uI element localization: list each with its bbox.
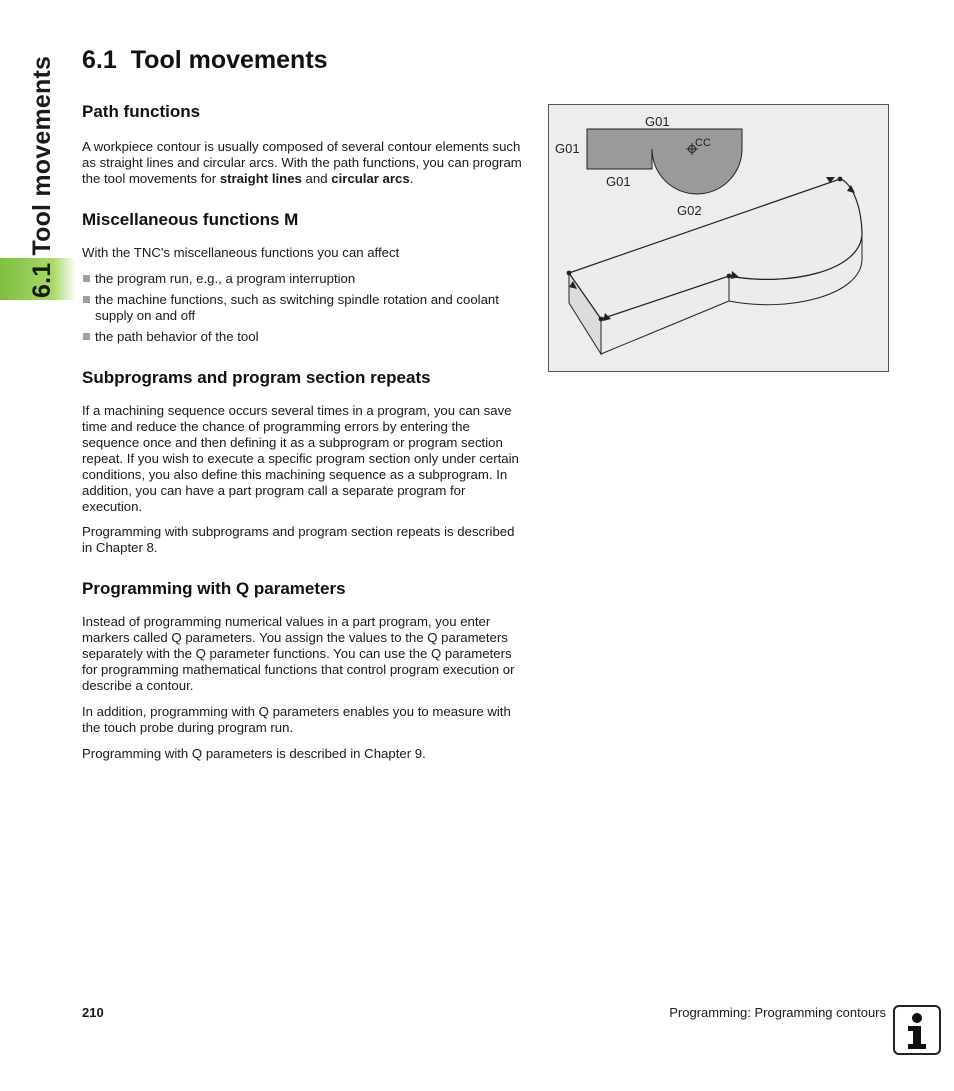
section-heading: Miscellaneous functions M bbox=[82, 210, 299, 229]
list-item bbox=[82, 292, 527, 324]
list-item-text: the program run, e.g., a program interruption bbox=[95, 271, 356, 286]
text-run: A workpiece contour is usually composed of several contour elements such as straight lines and circular arcs. With the path functions, you can program the tool movements for bbox=[82, 139, 522, 186]
chapter-side-tab bbox=[0, 0, 76, 1091]
list-item-text: the machine functions, such as switching spindle rotation and coolant supply on and off bbox=[95, 292, 499, 323]
label-g02: G02 bbox=[677, 203, 702, 218]
bold-text: circular arcs bbox=[331, 171, 410, 186]
contour-figure bbox=[548, 104, 889, 372]
label-cc: CC bbox=[695, 137, 711, 149]
bullet-square-icon bbox=[83, 275, 90, 282]
bullet-square-icon bbox=[83, 333, 90, 340]
section-subprograms bbox=[82, 368, 527, 556]
section-number: 6.1 bbox=[82, 46, 117, 74]
label-g01-left: G01 bbox=[555, 141, 580, 156]
section-title: Tool movements bbox=[130, 46, 328, 74]
text-run: and bbox=[301, 171, 332, 186]
path-point-icon bbox=[838, 177, 843, 182]
label-g01-bottom: G01 bbox=[606, 174, 631, 189]
section-misc-functions bbox=[82, 210, 527, 350]
info-glyph bbox=[895, 1007, 939, 1053]
section-heading: Path functions bbox=[82, 102, 201, 121]
section-heading: Subprograms and program section repeats bbox=[82, 368, 431, 387]
path-point-icon bbox=[599, 317, 604, 322]
info-icon bbox=[893, 1005, 941, 1055]
list-item bbox=[82, 271, 527, 287]
section-path-functions bbox=[82, 102, 527, 187]
label-g01-top: G01 bbox=[645, 114, 670, 129]
paragraph: Programming with subprograms and program section repeats is described in Chapter 8. bbox=[82, 524, 515, 555]
chapter-tab-label: 6.1 Tool movements bbox=[28, 55, 56, 298]
contour-diagram bbox=[549, 105, 888, 371]
section-heading: Programming with Q parameters bbox=[82, 579, 346, 598]
paragraph: Instead of programming numerical values in a part program, you enter markers called Q parameters. You assign the values to the Q parameters separately with the Q parameter functions. You can use the Q parameters for programming mathematical functions that control program execution or describe a contour. bbox=[82, 614, 515, 693]
path-point-icon bbox=[727, 274, 732, 279]
paragraph: With the TNC's miscellaneous functions you can affect bbox=[82, 245, 400, 260]
list-item bbox=[82, 329, 527, 345]
page-number: 210 bbox=[82, 1005, 104, 1020]
bullet-list bbox=[82, 271, 527, 345]
bullet-square-icon bbox=[83, 296, 90, 303]
bold-text: straight lines bbox=[219, 171, 302, 186]
paragraph: If a machining sequence occurs several times in a program, you can save time and reduce the chance of programming errors by entering the sequence once and then defining it as a subprogram or program section repeat. If you wish to execute a specific program section only under certain conditions, you also define this machining sequence as a subprogram. In addition, you can have a part program call a separate program for execution. bbox=[82, 403, 519, 514]
page-title bbox=[82, 46, 328, 75]
list-item-text: the path behavior of the tool bbox=[95, 329, 259, 344]
paragraph bbox=[82, 139, 527, 187]
footer-chapter-title: Programming: Programming contours bbox=[669, 1005, 886, 1020]
text-run: . bbox=[409, 171, 414, 186]
paragraph: Programming with Q parameters is described in Chapter 9. bbox=[82, 746, 426, 761]
path-point-icon bbox=[567, 271, 572, 276]
section-q-parameters bbox=[82, 579, 527, 762]
paragraph: In addition, programming with Q parameters enables you to measure with the touch probe during program run. bbox=[82, 704, 511, 735]
